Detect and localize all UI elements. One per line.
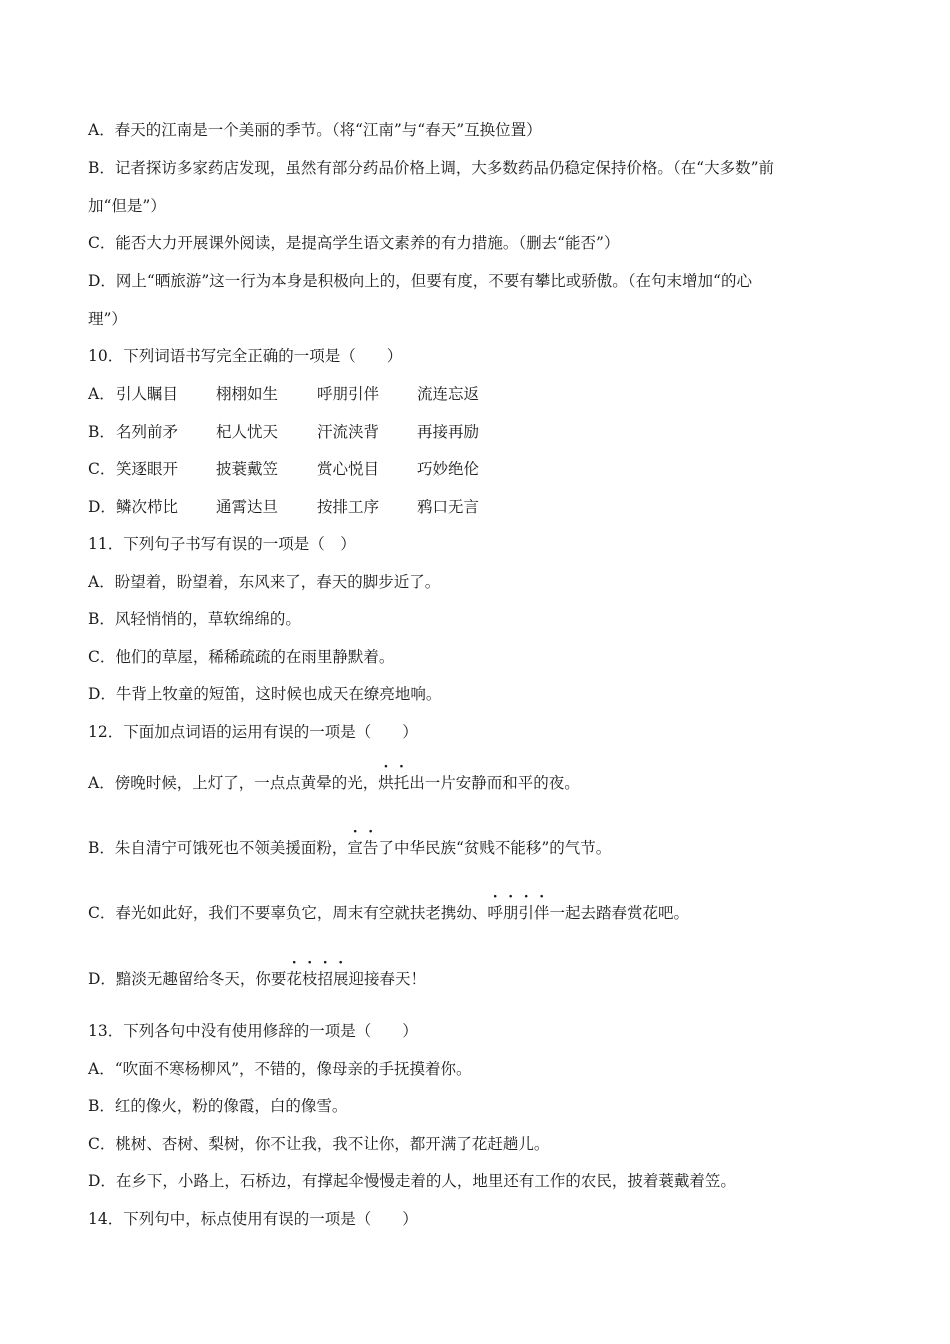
option-text-before: A．傍晚时候，上灯了，一点点黄晕的光，	[88, 774, 379, 792]
word-1: 笑逐眼开	[116, 460, 179, 478]
word-1: 名列前矛	[116, 423, 179, 441]
emphasis-dot-char: 招	[317, 970, 333, 988]
emphasis-dot-char: 告	[362, 839, 379, 857]
q11-option-a: A．盼望着，盼望着，东风来了，春天的脚步近了。	[88, 573, 441, 591]
word-2: 披蓑戴笠	[216, 460, 279, 478]
q9-option-a: A．春天的江南是一个美丽的季节。（将“江南”与“春天”互换位置）	[88, 121, 542, 139]
q9-option-b-continued: 加“但是”）	[88, 197, 166, 215]
q13-option-c: C．桃树、杏树、梨树，你不让我，我不让你，都开满了花赶趟儿。	[88, 1135, 550, 1153]
q13-option-b: B．红的像火，粉的像霞，白的像雪。	[88, 1097, 348, 1115]
word-4: 鸦口无言	[417, 498, 480, 516]
dotted-word	[487, 904, 549, 922]
emphasis-dot-char: 枝	[301, 970, 318, 988]
word-3: 汗流浃背	[317, 423, 380, 441]
emphasis-dot-char: 呼	[487, 904, 503, 922]
emphasis-dot-char: 托	[393, 774, 410, 792]
q9-option-b: B．记者探访多家药店发现，虽然有部分药品价格上调，大多数药品仍稳定保持价格。（在“大多数”前	[88, 159, 774, 177]
option-text-after: 迎接春天！	[348, 970, 427, 988]
q11-option-c: C．他们的草屋，稀稀疏疏的在雨里静默着。	[88, 648, 395, 666]
word-2: 通霄达旦	[216, 498, 279, 516]
word-4: 再接再励	[417, 423, 480, 441]
q12-option-a	[88, 773, 580, 793]
word-2: 杞人忧天	[216, 423, 279, 441]
option-text-before: C．春光如此好，我们不要辜负它，周末有空就扶老携幼、	[88, 904, 488, 922]
q10-stem: 10．下列词语书写完全正确的一项是（ ）	[88, 347, 403, 365]
option-text-before: B．朱自清宁可饿死也不领美援面粉，	[88, 839, 348, 857]
word-1: 鳞次栉比	[116, 498, 179, 516]
emphasis-dot-char: 烘	[378, 774, 394, 792]
word-1: 引人瞩目	[116, 385, 179, 403]
option-label: C．	[88, 460, 116, 478]
word-3: 赏心悦目	[317, 460, 380, 478]
q12-option-b	[88, 838, 611, 858]
emphasis-dot-char: 花	[286, 970, 302, 988]
word-2: 栩栩如生	[216, 385, 279, 403]
q11-option-b: B．风轻悄悄的，草软绵绵的。	[88, 610, 301, 628]
q12-option-d	[88, 969, 426, 989]
word-4: 流连忘返	[417, 385, 480, 403]
option-text-after: 一起去踏春赏花吧。	[549, 904, 689, 922]
word-4: 巧妙绝伦	[417, 460, 480, 478]
option-label: D．	[88, 498, 116, 516]
option-label: A．	[88, 385, 115, 403]
option-text-after: 出一片安静而和平的夜。	[409, 774, 580, 792]
q13-stem: 13．下列各句中没有使用修辞的一项是（ ）	[88, 1022, 418, 1040]
q9-option-c: C．能否大力开展课外阅读，是提高学生语文素养的有力措施。（删去“能否”）	[88, 234, 620, 252]
option-text-after: 了中华民族“贫贱不能移”的气节。	[378, 839, 612, 857]
q14-stem: 14．下列句中，标点使用有误的一项是（ ）	[88, 1210, 418, 1228]
emphasis-dot-char: 伴	[533, 904, 550, 922]
q11-stem: 11．下列句子书写有误的一项是（ ）	[88, 535, 356, 553]
option-text-before: D．黯淡无趣留给冬天，你要	[88, 970, 287, 988]
q12-stem: 12．下面加点词语的运用有误的一项是（ ）	[88, 723, 418, 741]
q11-option-d: D．牛背上牧童的短笛，这时候也成天在缭亮地响。	[88, 685, 442, 703]
dotted-word	[378, 774, 409, 792]
emphasis-dot-char: 展	[332, 970, 349, 988]
q9-option-d: D．网上“晒旅游”这一行为本身是积极向上的，但要有度，不要有攀比或骄傲。（在句末增加“的心	[88, 272, 752, 290]
dotted-word	[347, 839, 378, 857]
word-3: 呼朋引伴	[317, 385, 380, 403]
emphasis-dot-char: 宣	[347, 839, 363, 857]
dotted-word	[286, 970, 348, 988]
q12-option-c	[88, 903, 689, 923]
q9-option-d-continued: 理”）	[88, 310, 127, 328]
emphasis-dot-char: 朋	[502, 904, 519, 922]
word-3: 按排工序	[317, 498, 380, 516]
option-label: B．	[88, 423, 115, 441]
emphasis-dot-char: 引	[518, 904, 534, 922]
q13-option-a: A．“吹面不寒杨柳风”，不错的，像母亲的手抚摸着你。	[88, 1060, 472, 1078]
q13-option-d: D．在乡下，小路上，石桥边，有撑起伞慢慢走着的人，地里还有工作的农民，披着蓑戴着笠。	[88, 1172, 736, 1190]
